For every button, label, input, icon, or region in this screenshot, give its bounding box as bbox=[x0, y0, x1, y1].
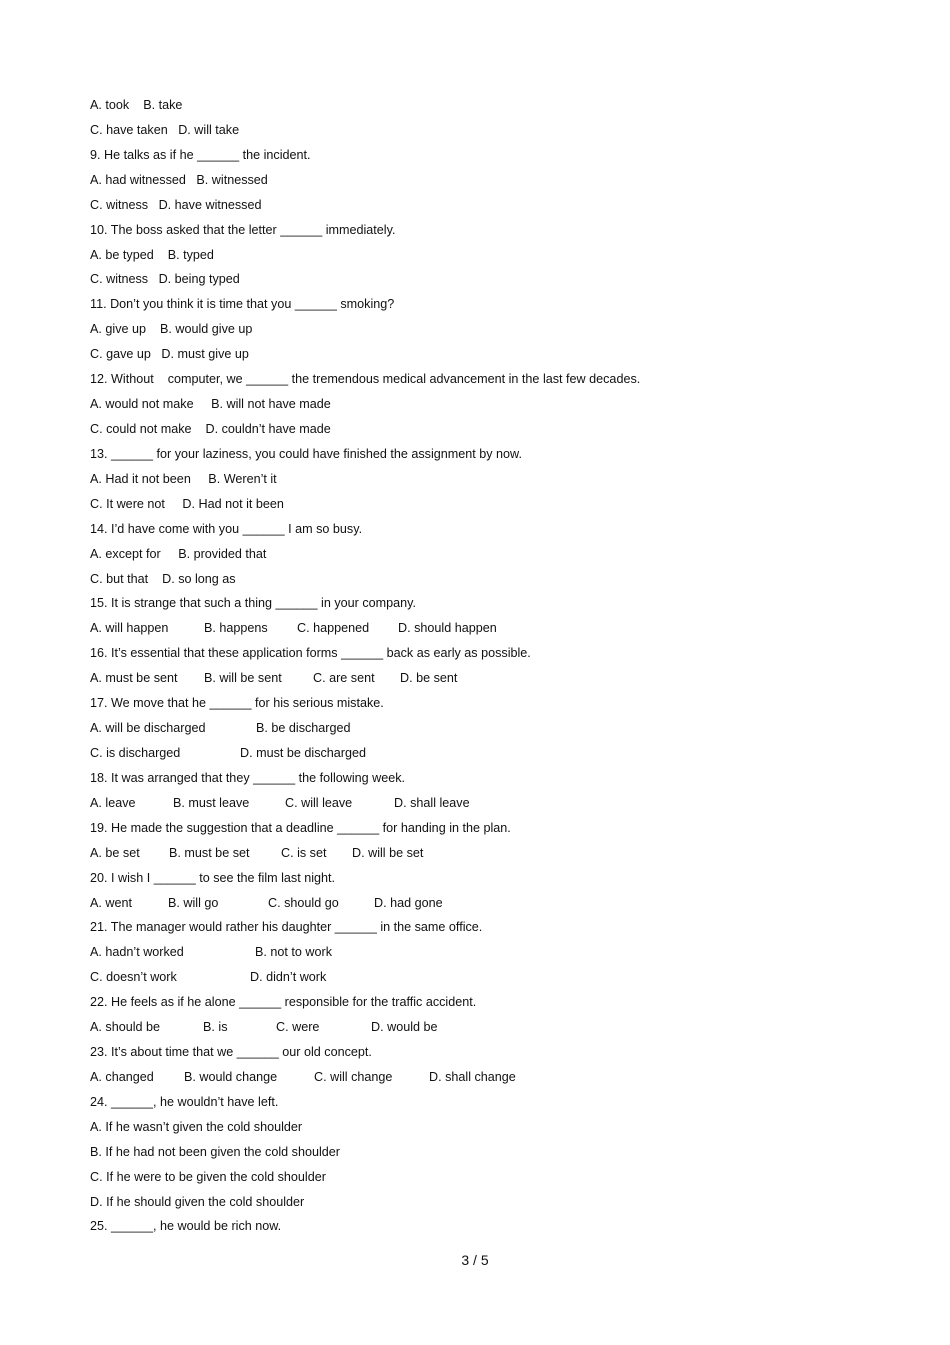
question-list bbox=[90, 95, 890, 1241]
page-number: 3 / 5 bbox=[461, 1252, 489, 1268]
answer-options-line: A. give up B. would give up bbox=[90, 322, 253, 337]
answer-option: D. should happen bbox=[398, 621, 497, 636]
answer-option: C. is discharged bbox=[90, 745, 181, 760]
answer-options-line: B. If he had not been given the cold shoulder bbox=[90, 1144, 340, 1159]
answer-option: C. are sent bbox=[313, 671, 375, 686]
answer-options-line: C. could not make D. couldn’t have made bbox=[90, 421, 331, 436]
answer-option: A. went bbox=[90, 895, 132, 910]
question-text: 21. The manager would rather his daughter ______ in the same office. bbox=[90, 920, 483, 935]
question-text: 10. The boss asked that the letter ______ immediately. bbox=[90, 222, 396, 237]
answer-options-line: D. If he should given the cold shoulder bbox=[90, 1194, 305, 1209]
question-text: 18. It was arranged that they ______ the following week. bbox=[90, 770, 406, 785]
answer-option: B. will be sent bbox=[204, 671, 282, 686]
answer-option: C. were bbox=[276, 1020, 320, 1035]
question-text: 17. We move that he ______ for his serious mistake. bbox=[90, 696, 384, 711]
question-text: 16. It’s essential that these application forms ______ back as early as possible. bbox=[90, 646, 531, 661]
answer-options-line: C. but that D. so long as bbox=[90, 571, 236, 586]
answer-options-line bbox=[90, 718, 890, 743]
answer-option: B. not to work bbox=[255, 945, 332, 960]
answer-option: A. must be sent bbox=[90, 671, 178, 686]
answer-options-line: A. Had it not been B. Weren’t it bbox=[90, 471, 277, 486]
answer-options-line bbox=[90, 743, 890, 768]
answer-option: D. didn’t work bbox=[250, 970, 327, 985]
answer-options-line bbox=[90, 893, 890, 918]
answer-option: D. be sent bbox=[400, 671, 458, 686]
question-text: 14. I’d have come with you ______ I am so busy. bbox=[90, 521, 363, 536]
question-text: 15. It is strange that such a thing ______ in your company. bbox=[90, 596, 417, 611]
answer-option: A. will be discharged bbox=[90, 721, 206, 736]
answer-option: D. had gone bbox=[374, 895, 443, 910]
answer-options-line: C. witness D. being typed bbox=[90, 272, 240, 287]
answer-options-line: C. witness D. have witnessed bbox=[90, 197, 262, 212]
answer-options-line: A. took B. take bbox=[90, 98, 183, 112]
question-text: 24. ______, he wouldn’t have left. bbox=[90, 1094, 279, 1109]
answer-option: C. happened bbox=[297, 621, 370, 636]
answer-option: D. shall leave bbox=[394, 795, 470, 810]
answer-options-line bbox=[90, 843, 890, 868]
answer-options-line: C. have taken D. will take bbox=[90, 122, 240, 137]
answer-options-line: A. If he wasn’t given the cold shoulder bbox=[90, 1119, 303, 1134]
answer-option: A. hadn’t worked bbox=[90, 945, 184, 960]
question-text: 20. I wish I ______ to see the film last night. bbox=[90, 870, 336, 885]
question-text: 11. Don’t you think it is time that you ______ smoking? bbox=[90, 297, 395, 312]
answer-option: B. must leave bbox=[173, 795, 250, 810]
answer-option: A. changed bbox=[90, 1069, 154, 1084]
answer-options-line bbox=[90, 618, 890, 643]
question-text: 12. Without computer, we ______ the tremendous medical advancement in the last few decades. bbox=[90, 372, 641, 387]
answer-options-line: A. be typed B. typed bbox=[90, 247, 214, 262]
answer-option: B. is bbox=[203, 1020, 228, 1035]
answer-option: C. should go bbox=[268, 895, 339, 910]
answer-option: A. be set bbox=[90, 845, 140, 860]
answer-options-line bbox=[90, 967, 890, 992]
answer-option: D. shall change bbox=[429, 1069, 516, 1084]
answer-option: D. would be bbox=[371, 1020, 438, 1035]
answer-option: B. happens bbox=[204, 621, 268, 636]
question-text: 13. ______ for your laziness, you could have finished the assignment by now. bbox=[90, 446, 522, 461]
answer-options-line: C. It were not D. Had not it been bbox=[90, 496, 284, 511]
answer-option: D. will be set bbox=[352, 845, 424, 860]
answer-option: B. would change bbox=[184, 1069, 278, 1084]
answer-options-line: C. If he were to be given the cold shoulder bbox=[90, 1169, 326, 1184]
answer-option: A. should be bbox=[90, 1020, 161, 1035]
answer-option: A. will happen bbox=[90, 621, 169, 636]
question-text: 23. It’s about time that we ______ our old concept. bbox=[90, 1045, 372, 1060]
question-text: 25. ______, he would be rich now. bbox=[90, 1219, 282, 1234]
answer-options-line: A. except for B. provided that bbox=[90, 546, 267, 561]
answer-option: A. leave bbox=[90, 795, 136, 810]
answer-options-line bbox=[90, 1067, 890, 1092]
answer-options-line: C. gave up D. must give up bbox=[90, 347, 249, 362]
answer-options-line bbox=[90, 793, 890, 818]
answer-options-line: A. would not make B. will not have made bbox=[90, 397, 331, 412]
answer-option: B. must be set bbox=[169, 845, 250, 860]
answer-option: B. be discharged bbox=[256, 721, 351, 736]
answer-option: C. is set bbox=[281, 845, 327, 860]
question-text: 9. He talks as if he ______ the incident. bbox=[90, 147, 311, 162]
answer-options-line: A. had witnessed B. witnessed bbox=[90, 172, 268, 187]
question-text: 19. He made the suggestion that a deadline ______ for handing in the plan. bbox=[90, 820, 511, 835]
answer-options-line bbox=[90, 942, 890, 967]
answer-option: C. doesn’t work bbox=[90, 970, 177, 985]
answer-option: C. will leave bbox=[285, 795, 353, 810]
question-text: 22. He feels as if he alone ______ responsible for the traffic accident. bbox=[90, 995, 477, 1010]
answer-options-line bbox=[90, 1017, 890, 1042]
answer-option: B. will go bbox=[168, 895, 219, 910]
answer-option: D. must be discharged bbox=[240, 745, 366, 760]
answer-option: C. will change bbox=[314, 1069, 393, 1084]
answer-options-line bbox=[90, 668, 890, 693]
